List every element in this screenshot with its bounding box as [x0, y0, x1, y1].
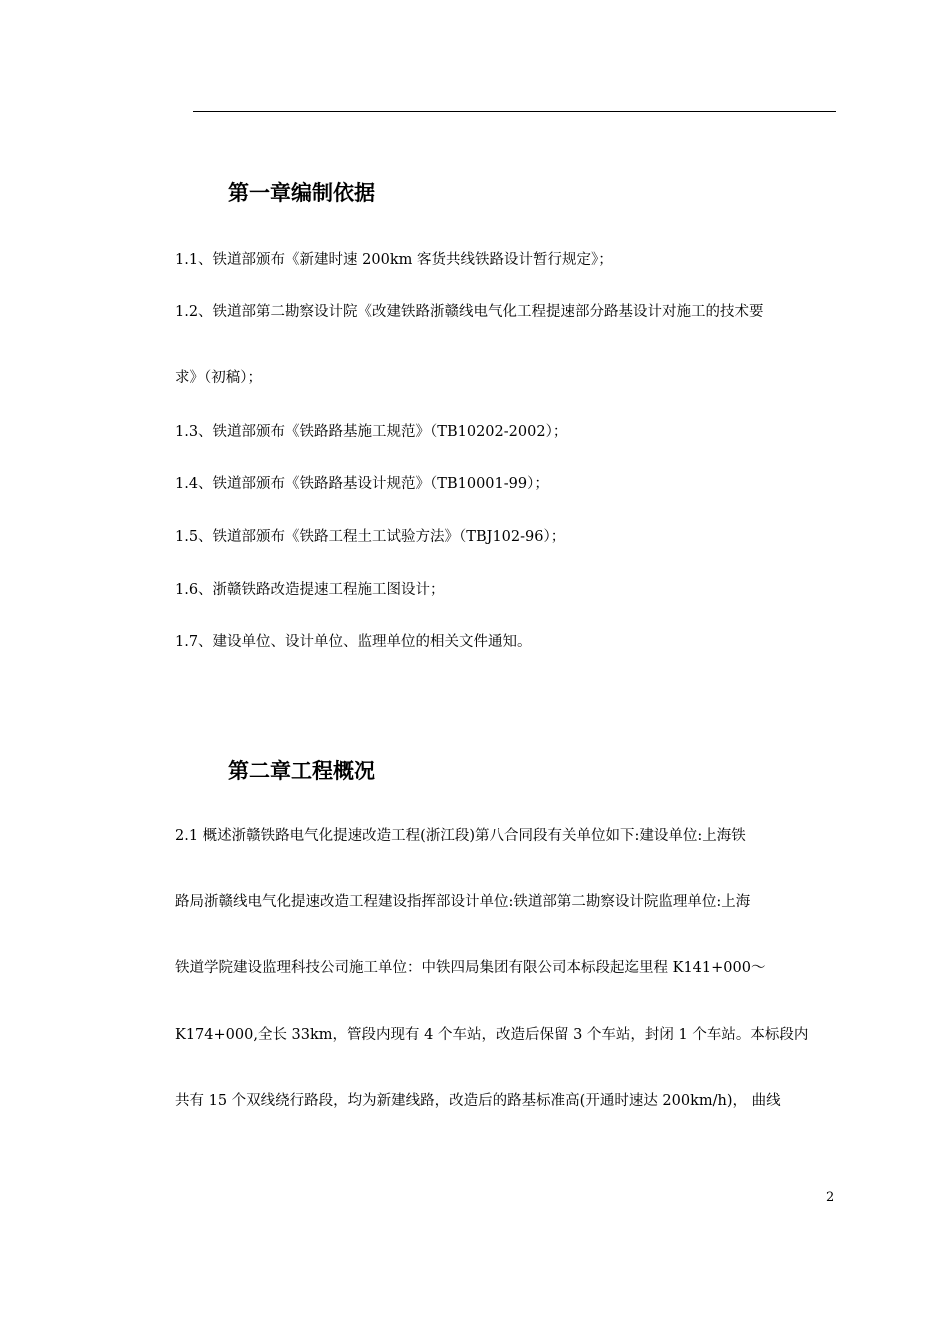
- basis-item-1-7: 1.7、建设单位、设计单位、监理单位的相关文件通知。: [175, 634, 532, 650]
- overview-line-4: K174+000,全长 33km，管段内现有 4 个车站，改造后保留 3 个车站，封闭 1 个车站。本标段内: [175, 1027, 809, 1043]
- basis-item-1-2-continued: 求》（初稿）；: [175, 370, 262, 386]
- chapter-1-heading: 第一章编制依据: [228, 181, 375, 205]
- overview-line-5: 共有 15 个双线绕行路段，均为新建线路，改造后的路基标准高(开通时速达 200km/h)， 曲线: [175, 1093, 781, 1109]
- overview-line-2: 路局浙赣线电气化提速改造工程建设指挥部设计单位:铁道部第二勘察设计院监理单位:上海: [175, 894, 751, 910]
- overview-line-1: 2.1 概述浙赣铁路电气化提速改造工程(浙江段)第八合同段有关单位如下:建设单位:上海铁: [175, 828, 746, 844]
- basis-item-1-5: 1.5、铁道部颁布《铁路工程土工试验方法》（TBJ102-96）；: [175, 529, 566, 545]
- basis-item-1-4: 1.4、铁道部颁布《铁路路基设计规范》（TB10001-99）；: [175, 476, 549, 492]
- basis-item-1-3: 1.3、铁道部颁布《铁路路基施工规范》（TB10202-2002）；: [175, 424, 568, 440]
- header-rule: [193, 111, 836, 112]
- page-number: 2: [826, 1190, 835, 1205]
- basis-item-1-1: 1.1、铁道部颁布《新建时速 200km 客货共线铁路设计暂行规定》；: [175, 252, 613, 268]
- overview-line-3: 铁道学院建设监理科技公司施工单位：中铁四局集团有限公司本标段起迄里程 K141+000～: [175, 960, 766, 976]
- basis-item-1-2: 1.2、铁道部第二勘察设计院《改建铁路浙赣线电气化工程提速部分路基设计对施工的技术要: [175, 304, 764, 320]
- chapter-2-heading: 第二章工程概况: [228, 759, 375, 783]
- basis-item-1-6: 1.6、浙赣铁路改造提速工程施工图设计；: [175, 582, 445, 598]
